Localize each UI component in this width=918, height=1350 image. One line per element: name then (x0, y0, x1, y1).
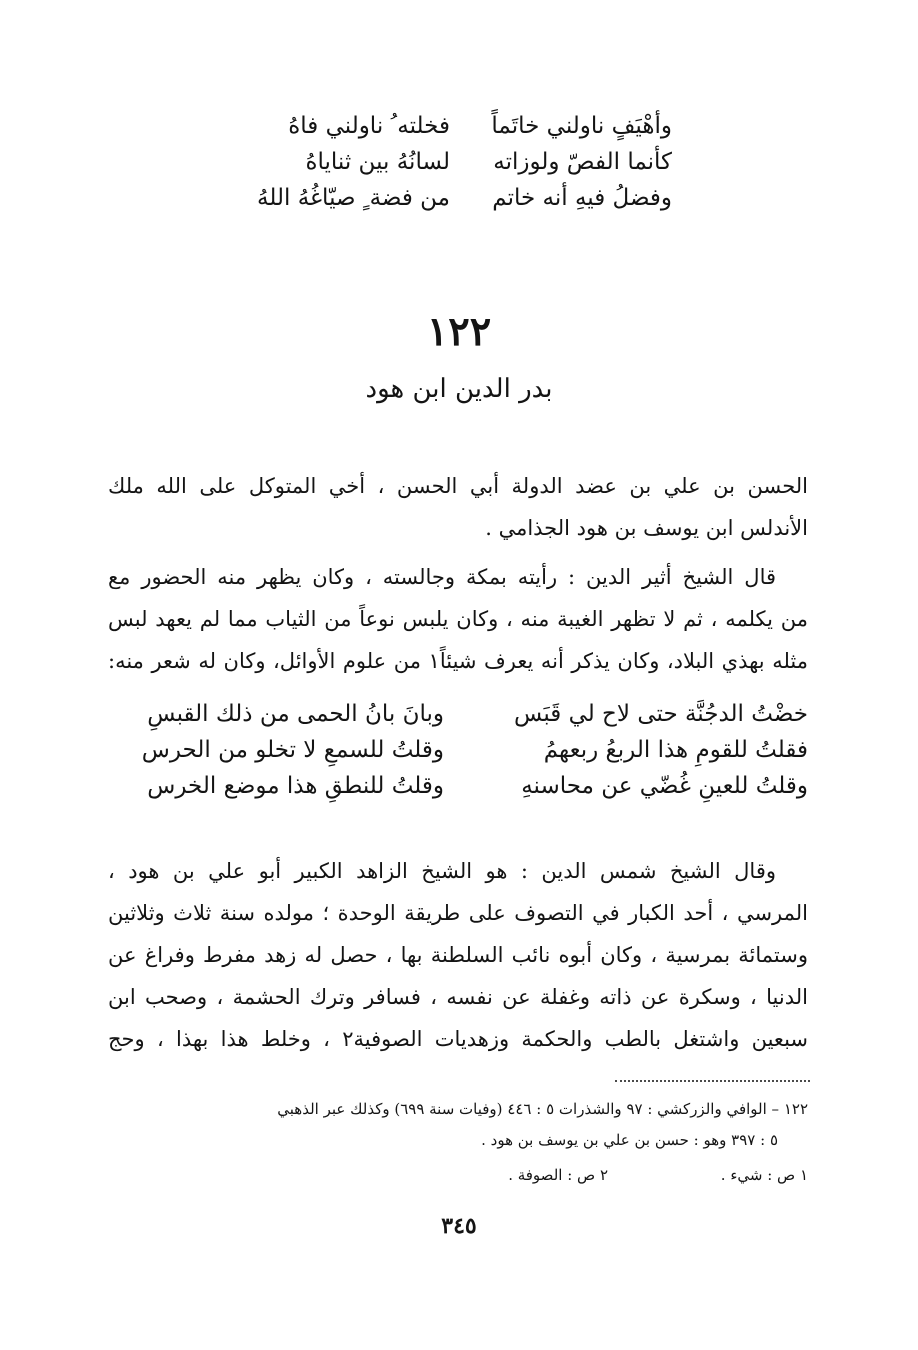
verse-hemistich: وقلتُ للسمعِ لا تخلو من الحرس (141, 737, 444, 763)
footnote-source-continued: ٥ : ٣٩٧ وهو : حسن بن علي بن يوسف بن هود . (481, 1131, 778, 1149)
text-line: وستمائة بمرسية ، وكان أبوه نائب السلطنة بها ، حصل له زهد مفرط وفراغ عن (108, 943, 808, 967)
footnote-source: ١٢٢ – الوافي والزركشي : ٩٧ والشذرات ٥ : ٤٤٦ (وفيات سنة ٦٩٩) وكذلك عبر الذهبي (277, 1100, 808, 1118)
text-line: سبعين واشتغل بالطب والحكمة وزهديات الصوفية٢ ، وخلط هذا بهذا ، وحج (108, 1027, 808, 1051)
text-line: وقال الشيخ شمس الدين : هو الشيخ الزاهد الكبير أبو علي بن هود ، (108, 859, 776, 883)
verse-line (147, 768, 808, 804)
verse-hemistich: فقلتُ للقومِ هذا الربعُ ربعهمُ (543, 737, 808, 763)
verse-hemistich: خضْتُ الدجُنَّة حتى لاح لي قَبَس (514, 701, 808, 727)
verse-hemistich: كأنما الفصّ ولوزاته (493, 149, 672, 175)
verse-block-middle (141, 696, 808, 804)
text-line: مثله بهذي البلاد، وكان يذكر أنه يعرف شيئاً١ من علوم الأوائل، وكان له شعر منه: (108, 649, 808, 673)
verse-hemistich: وقلتُ للعينِ غُضّي عن محاسنهِ (521, 773, 808, 799)
verse-line (242, 180, 672, 216)
entry-number: ١٢٢ (426, 308, 492, 355)
paragraph-shams-al-din (108, 850, 808, 1060)
footnote-note-1: ١ ص : شيء . (720, 1166, 808, 1184)
text-line: المرسي ، أحد الكبار في التصوف على طريقة الوحدة ؛ مولده سنة ثلاث وثلاثين (108, 901, 808, 925)
entry-title: بدر الدين ابن هود (365, 374, 553, 404)
text-line: الأندلس ابن يوسف بن هود الجذامي . (485, 516, 808, 540)
verse-hemistich: وبانَ بانُ الحمى من ذلك القبسِ (147, 701, 444, 727)
verse-line (147, 696, 808, 732)
verse-hemistich: من فضة ٍ صيّاغُهُ اللهُ (257, 185, 450, 211)
verse-hemistich: وأهْيَفٍ ناولني خاتَماً (491, 113, 672, 139)
verse-line (242, 108, 672, 144)
paragraph-lineage (108, 465, 808, 549)
text-line: من يكلمه ، ثم لا تظهر الغيبة منه ، وكان يلبس نوعاً من الثياب مما لم يعهد لبس (108, 607, 808, 631)
text-line: الدنيا ، وسكرة عن ذاته وغفلة عن نفسه ، فسافر وترك الحشمة ، وصحب ابن (108, 985, 808, 1009)
verse-hemistich: فخلته ُ ناولني فاهُ (288, 113, 450, 139)
verse-block-top (242, 108, 672, 216)
verse-hemistich: وفضلُ فيهِ أنه خاتم (492, 185, 672, 211)
footnote-divider (615, 1080, 810, 1082)
verse-hemistich: لسانُهُ بين ثناياهُ (305, 149, 450, 175)
verse-hemistich: وقلتُ للنطقِ هذا موضع الخرس (147, 773, 444, 799)
footnote-note-2: ٢ ص : الصوفة . (508, 1166, 608, 1184)
paragraph-athir-al-din (108, 556, 808, 682)
page-number: ٣٤٥ (441, 1213, 477, 1239)
verse-line (242, 144, 672, 180)
text-line: قال الشيخ أثير الدين : رأيته بمكة وجالسته ، وكان يظهر منه الحضور مع (108, 565, 776, 589)
verse-line (141, 732, 808, 768)
text-line: الحسن بن علي بن عضد الدولة أبي الحسن ، أخي المتوكل على الله ملك (108, 474, 808, 498)
